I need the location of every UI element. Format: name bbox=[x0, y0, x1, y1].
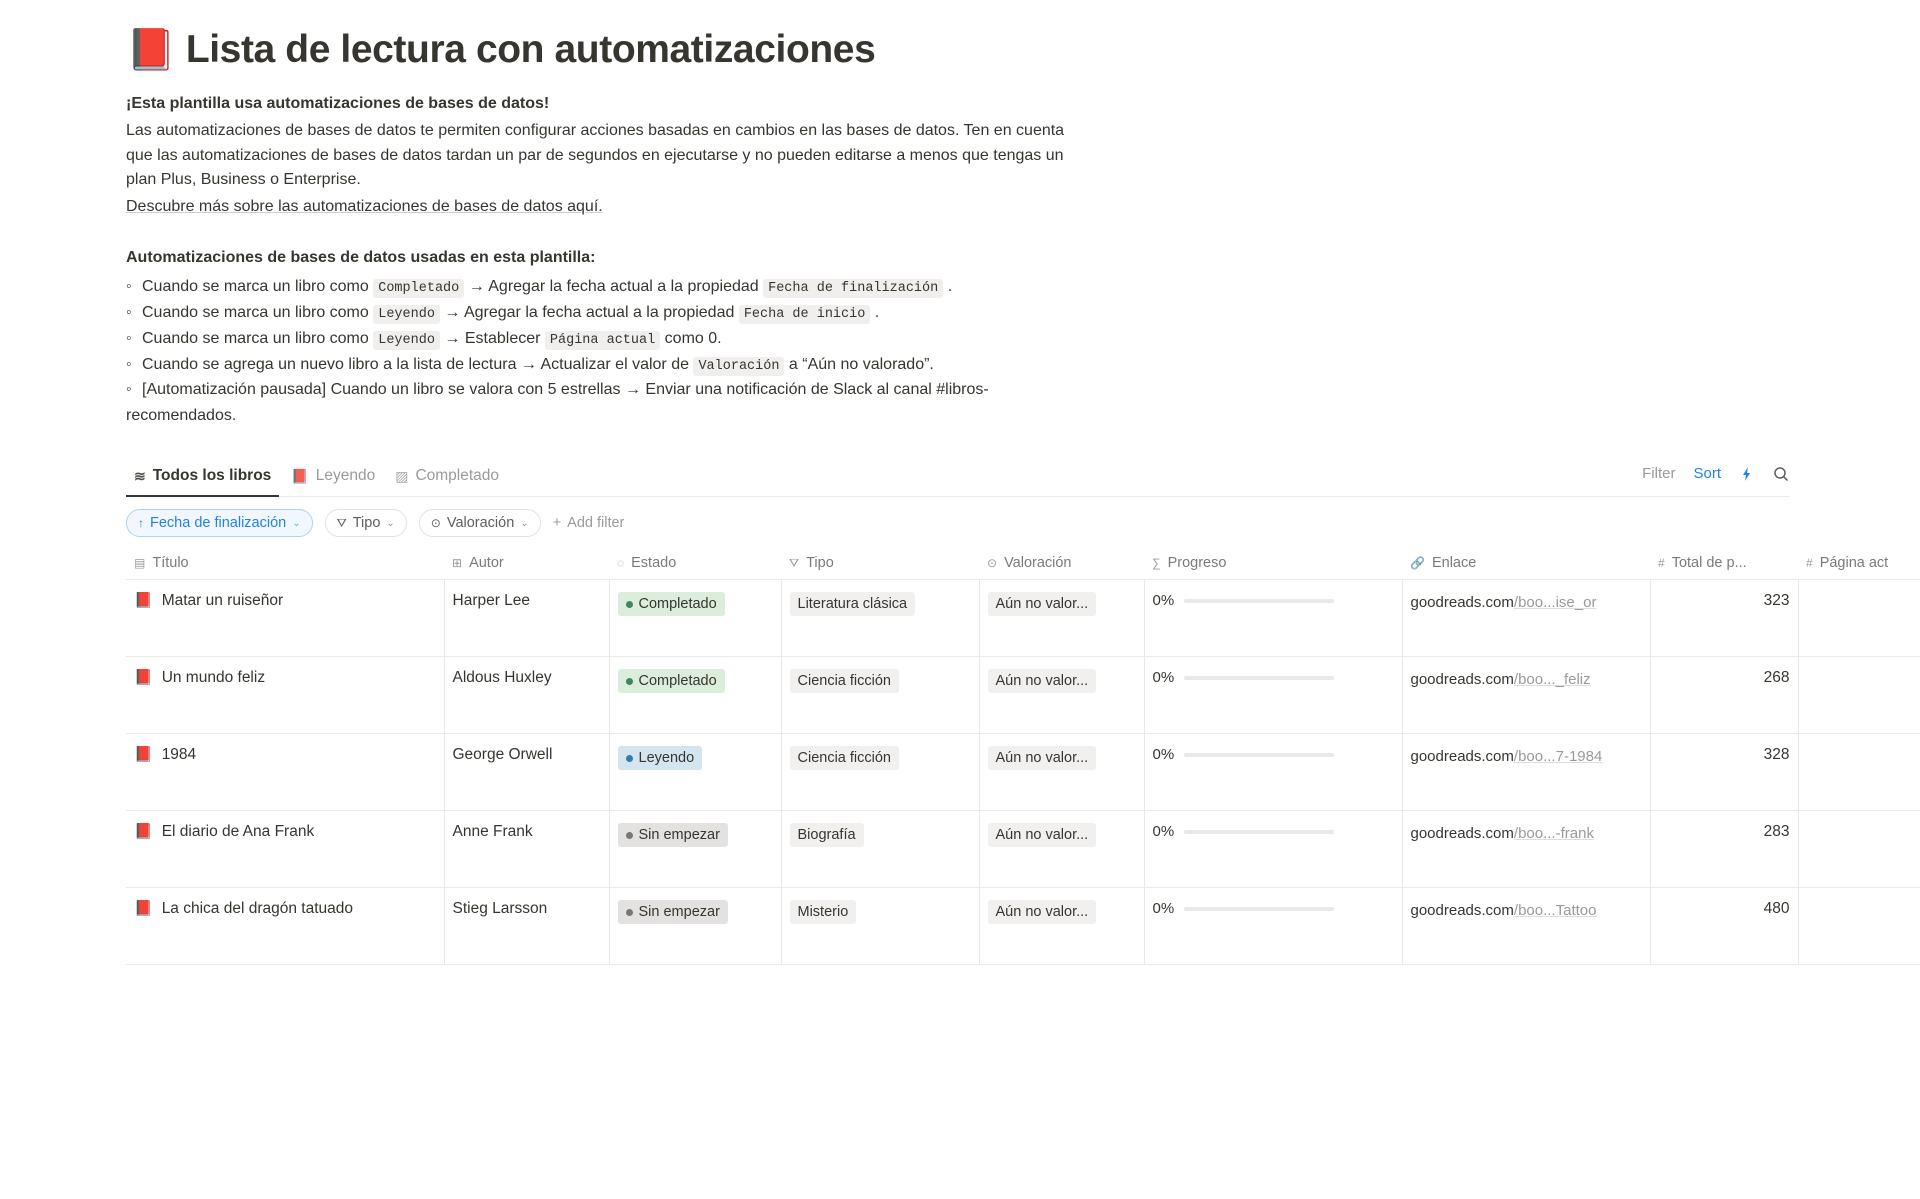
cell-progreso[interactable] bbox=[1144, 888, 1402, 965]
author-value: George Orwell bbox=[452, 746, 553, 764]
link-domain: goodreads.com bbox=[1410, 671, 1514, 689]
cell-pagina-actual[interactable] bbox=[1798, 888, 1920, 965]
layers-icon: ≋ bbox=[134, 468, 146, 485]
cell-enlace[interactable] bbox=[1402, 580, 1650, 657]
book-page-icon: 📕 bbox=[134, 669, 153, 687]
total-pages-value: 328 bbox=[1763, 746, 1790, 764]
property-chip: Leyendo bbox=[373, 331, 440, 350]
link-domain: goodreads.com bbox=[1410, 748, 1514, 766]
cell-titulo[interactable] bbox=[126, 811, 444, 888]
cell-estado[interactable] bbox=[609, 657, 781, 734]
lightning-icon[interactable] bbox=[1739, 466, 1755, 482]
link-path: /boo...7-1984 bbox=[1513, 748, 1603, 766]
property-chip: Fecha de inicio bbox=[739, 305, 871, 324]
database-tabs bbox=[126, 459, 507, 496]
plus-icon: + bbox=[552, 515, 562, 532]
status-badge bbox=[618, 823, 728, 847]
cell-estado[interactable] bbox=[609, 811, 781, 888]
tab-completado[interactable] bbox=[387, 459, 507, 497]
bullet-icon: ◦ bbox=[126, 381, 132, 399]
table-header-row bbox=[126, 549, 1920, 580]
total-pages-value: 323 bbox=[1763, 592, 1790, 610]
cell-pagina-actual[interactable] bbox=[1798, 657, 1920, 734]
link-path: /boo..._feliz bbox=[1513, 671, 1591, 689]
link-path: /boo...ise_or bbox=[1513, 594, 1597, 612]
column-header-label: Página act bbox=[1819, 555, 1889, 572]
cell-autor[interactable] bbox=[444, 888, 609, 965]
cell-tipo[interactable] bbox=[781, 888, 979, 965]
tab-label: Leyendo bbox=[315, 467, 376, 485]
table-row[interactable] bbox=[126, 580, 1920, 657]
link-icon: 🔗 bbox=[1410, 556, 1425, 571]
column-header-enlace[interactable] bbox=[1402, 549, 1650, 580]
filter-chip-label: Fecha de finalización bbox=[150, 515, 287, 532]
rating-label: Aún no valor... bbox=[995, 596, 1089, 613]
automation-text: . bbox=[943, 277, 953, 295]
status-dot-icon bbox=[626, 678, 633, 685]
filter-chip-label: Valoración bbox=[446, 515, 515, 532]
author-value: Aldous Huxley bbox=[452, 669, 552, 687]
cell-progreso[interactable] bbox=[1144, 657, 1402, 734]
status-label: Sin empezar bbox=[638, 827, 720, 844]
type-badge bbox=[790, 592, 916, 616]
automation-text: → Agregar la fecha actual a la propiedad bbox=[464, 277, 764, 295]
cell-autor[interactable] bbox=[444, 811, 609, 888]
multiselect-icon: ⛛ bbox=[336, 515, 347, 530]
tab-leyendo[interactable] bbox=[283, 459, 383, 497]
progress-value: 0% bbox=[1152, 746, 1175, 764]
automation-text: Cuando se agrega un nuevo libro a la lista de lectura → Actualizar el valor de bbox=[142, 355, 694, 373]
link-value[interactable] bbox=[1411, 669, 1642, 691]
table-row[interactable] bbox=[126, 734, 1920, 811]
page-title-row bbox=[126, 28, 1920, 72]
column-header-estado[interactable] bbox=[609, 549, 781, 580]
column-header-label: Total de p... bbox=[1671, 555, 1747, 572]
automations-heading: Automatizaciones de bases de datos usadas en esta plantilla: bbox=[126, 248, 596, 266]
book-emoji-icon: 📕 bbox=[126, 28, 176, 72]
cell-progreso[interactable] bbox=[1144, 811, 1402, 888]
rating-badge bbox=[988, 746, 1097, 770]
text-icon: ⊞ bbox=[452, 556, 463, 571]
tab-label: Completado bbox=[415, 467, 500, 485]
automation-text: . bbox=[870, 303, 880, 321]
cell-total-paginas[interactable] bbox=[1650, 580, 1798, 657]
rating-badge bbox=[988, 669, 1097, 693]
status-label: Completado bbox=[638, 673, 717, 690]
intro-block bbox=[126, 92, 1081, 429]
link-value[interactable] bbox=[1411, 900, 1642, 922]
chevron-down-icon: ⌄ bbox=[386, 517, 395, 529]
author-value: Stieg Larsson bbox=[452, 900, 548, 918]
column-header-label: Autor bbox=[469, 555, 504, 572]
cell-valoracion[interactable] bbox=[979, 888, 1144, 965]
bullet-icon: ◦ bbox=[126, 355, 132, 373]
bullet-icon: ◦ bbox=[126, 329, 132, 347]
property-chip: Completado bbox=[373, 279, 464, 298]
progress-value: 0% bbox=[1152, 823, 1175, 841]
author-value: Anne Frank bbox=[452, 823, 533, 841]
rating-label: Aún no valor... bbox=[995, 827, 1089, 844]
book-title: La chica del dragón tatuado bbox=[161, 900, 354, 918]
sort-button[interactable]: Sort bbox=[1693, 465, 1721, 483]
progress-value: 0% bbox=[1152, 592, 1175, 610]
cell-enlace[interactable] bbox=[1402, 811, 1650, 888]
cell-progreso[interactable] bbox=[1144, 580, 1402, 657]
status-badge bbox=[618, 900, 728, 924]
progress-bar bbox=[1184, 830, 1334, 834]
type-label: Biografía bbox=[797, 827, 856, 844]
link-value[interactable] bbox=[1411, 746, 1642, 768]
progress-bar bbox=[1184, 599, 1334, 603]
filter-chip-fecha-de-finalización[interactable] bbox=[126, 509, 313, 537]
automation-text: Cuando se marca un libro como bbox=[142, 303, 374, 321]
automations-list bbox=[126, 274, 1081, 429]
status-dot-icon bbox=[626, 601, 633, 608]
progress-value: 0% bbox=[1152, 669, 1175, 687]
column-header-label: Título bbox=[152, 555, 189, 572]
rating-badge bbox=[988, 592, 1097, 616]
cell-estado[interactable] bbox=[609, 580, 781, 657]
cell-pagina-actual[interactable] bbox=[1798, 580, 1920, 657]
column-header-p-gina-act[interactable] bbox=[1798, 549, 1920, 580]
type-label: Literatura clásica bbox=[797, 596, 908, 613]
cell-enlace[interactable] bbox=[1402, 734, 1650, 811]
cell-autor[interactable] bbox=[444, 734, 609, 811]
cell-enlace[interactable] bbox=[1402, 888, 1650, 965]
cell-estado[interactable] bbox=[609, 888, 781, 965]
column-header-total-de-p-[interactable] bbox=[1650, 549, 1798, 580]
cell-total-paginas[interactable] bbox=[1650, 811, 1798, 888]
progress-bar bbox=[1184, 907, 1334, 911]
book-page-icon: 📕 bbox=[134, 592, 153, 610]
automation-text: → Agregar la fecha actual a la propiedad bbox=[439, 303, 739, 321]
book-title: El diario de Ana Frank bbox=[161, 823, 315, 841]
automation-text: → Establecer bbox=[439, 329, 545, 347]
book-page-icon: 📕 bbox=[134, 823, 153, 841]
number-icon: # bbox=[1806, 556, 1813, 571]
multiselect-icon: ⛛ bbox=[789, 555, 800, 570]
automation-item bbox=[126, 377, 1081, 429]
status-label: Completado bbox=[638, 596, 717, 613]
table-body bbox=[126, 580, 1920, 965]
link-value[interactable] bbox=[1411, 823, 1642, 845]
column-header-label: Estado bbox=[631, 555, 677, 572]
status-label: Sin empezar bbox=[638, 904, 720, 921]
bullet-icon: ◦ bbox=[126, 277, 132, 295]
link-domain: goodreads.com bbox=[1410, 594, 1514, 612]
cell-tipo[interactable] bbox=[781, 657, 979, 734]
cell-autor[interactable] bbox=[444, 657, 609, 734]
tab-label: Todos los libros bbox=[152, 467, 272, 485]
filter-chip-label: Tipo bbox=[352, 515, 381, 532]
cell-titulo[interactable] bbox=[126, 657, 444, 734]
type-badge bbox=[790, 900, 857, 924]
rating-label: Aún no valor... bbox=[995, 904, 1089, 921]
cell-titulo[interactable] bbox=[126, 888, 444, 965]
add-filter-button[interactable] bbox=[553, 515, 625, 531]
cell-valoracion[interactable] bbox=[979, 811, 1144, 888]
book-page-icon: 📕 bbox=[134, 900, 153, 918]
column-header-progreso[interactable] bbox=[1144, 549, 1402, 580]
link-domain: goodreads.com bbox=[1410, 902, 1514, 920]
automation-text: Cuando se marca un libro como bbox=[142, 277, 374, 295]
formula-icon: ∑ bbox=[1152, 556, 1161, 571]
table-row[interactable] bbox=[126, 811, 1920, 888]
intro-lead: ¡Esta plantilla usa automatizaciones de bases de datos! bbox=[126, 95, 550, 112]
status-icon: ◌ bbox=[617, 556, 625, 571]
add-filter-label: Add filter bbox=[567, 515, 625, 532]
column-header-tipo[interactable] bbox=[781, 549, 979, 580]
type-badge bbox=[790, 746, 900, 770]
book-title: 1984 bbox=[161, 746, 197, 764]
property-chip: Valoración bbox=[693, 357, 784, 376]
rating-label: Aún no valor... bbox=[995, 750, 1089, 767]
cell-tipo[interactable] bbox=[781, 580, 979, 657]
type-label: Ciencia ficción bbox=[797, 673, 891, 690]
chevron-down-icon: ⌄ bbox=[520, 517, 529, 529]
books-table bbox=[126, 549, 1920, 965]
link-value[interactable] bbox=[1411, 592, 1642, 614]
property-chip: Leyendo bbox=[373, 305, 440, 324]
filter-button[interactable]: Filter bbox=[1642, 465, 1676, 483]
book-page-icon: 📕 bbox=[134, 746, 153, 764]
type-label: Ciencia ficción bbox=[797, 750, 891, 767]
total-pages-value: 268 bbox=[1763, 669, 1790, 687]
title-icon: ▤ bbox=[134, 556, 146, 571]
status-dot-icon bbox=[626, 755, 633, 762]
automation-item bbox=[126, 352, 1081, 378]
cell-tipo[interactable] bbox=[781, 811, 979, 888]
cell-valoracion[interactable] bbox=[979, 580, 1144, 657]
cell-pagina-actual[interactable] bbox=[1798, 734, 1920, 811]
chevron-down-icon: ⌄ bbox=[292, 517, 301, 529]
book-title: Un mundo feliz bbox=[161, 669, 266, 687]
table-row[interactable] bbox=[126, 888, 1920, 965]
progress-value: 0% bbox=[1152, 900, 1175, 918]
filters-row bbox=[126, 497, 1920, 549]
select-icon: ⊙ bbox=[987, 556, 998, 571]
status-label: Leyendo bbox=[638, 750, 695, 767]
table-row[interactable] bbox=[126, 657, 1920, 734]
filter-chips bbox=[126, 509, 541, 537]
column-header-valoraci-n[interactable] bbox=[979, 549, 1144, 580]
database-tabs-row bbox=[126, 459, 1789, 497]
status-badge bbox=[618, 746, 703, 770]
property-chip: Página actual bbox=[545, 331, 660, 350]
column-header-label: Enlace bbox=[1431, 555, 1477, 572]
cell-progreso[interactable] bbox=[1144, 734, 1402, 811]
automation-item bbox=[126, 300, 1081, 326]
cell-autor[interactable] bbox=[444, 580, 609, 657]
automation-text: [Automatización pausada] Cuando un libro se valora con 5 estrellas → Enviar una notificación de Slack al canal #libros-recomendados. bbox=[126, 381, 989, 425]
status-dot-icon bbox=[626, 832, 633, 839]
rating-label: Aún no valor... bbox=[995, 673, 1089, 690]
automation-item bbox=[126, 326, 1081, 352]
status-badge bbox=[618, 669, 725, 693]
status-dot-icon bbox=[626, 909, 633, 916]
cell-estado[interactable] bbox=[609, 734, 781, 811]
property-chip: Fecha de finalización bbox=[763, 279, 943, 298]
automation-text: a “Aún no valorado”. bbox=[784, 355, 934, 373]
cell-total-paginas[interactable] bbox=[1650, 657, 1798, 734]
rating-badge bbox=[988, 900, 1097, 924]
status-badge bbox=[618, 592, 725, 616]
cell-valoracion[interactable] bbox=[979, 734, 1144, 811]
type-label: Misterio bbox=[797, 904, 849, 921]
cell-pagina-actual[interactable] bbox=[1798, 811, 1920, 888]
gallery-icon: ▨ bbox=[395, 468, 409, 485]
cell-valoracion[interactable] bbox=[979, 657, 1144, 734]
book-icon: 📕 bbox=[291, 468, 309, 485]
automation-text: como 0. bbox=[660, 329, 722, 347]
book-title: Matar un ruiseñor bbox=[161, 592, 284, 610]
total-pages-value: 283 bbox=[1763, 823, 1790, 841]
automation-item bbox=[126, 274, 1081, 300]
type-badge bbox=[790, 669, 900, 693]
progress-bar bbox=[1184, 753, 1334, 757]
cell-tipo[interactable] bbox=[781, 734, 979, 811]
column-header-label: Progreso bbox=[1167, 555, 1227, 572]
tab-todos-los-libros[interactable] bbox=[126, 459, 279, 497]
column-header-t-tulo[interactable] bbox=[126, 549, 444, 580]
database-block bbox=[126, 459, 1920, 965]
intro-paragraph: Las automatizaciones de bases de datos te permiten configurar acciones basadas en cambios en las bases de datos. Ten en cuenta que las automatizaciones de bases de datos tardan un par de segundos en ejecutarse y no pueden editarse a menos que tengas un plan Plus, Business o Enterprise. bbox=[126, 121, 1065, 189]
learn-more-link[interactable]: Descubre más sobre las automatizaciones de bases de datos aquí. bbox=[126, 198, 603, 216]
column-header-label: Tipo bbox=[806, 555, 834, 572]
cell-enlace[interactable] bbox=[1402, 657, 1650, 734]
column-header-label: Valoración bbox=[1004, 555, 1072, 572]
number-icon: # bbox=[1658, 556, 1665, 571]
sort-asc-icon: ↑ bbox=[138, 516, 144, 531]
rating-badge bbox=[988, 823, 1097, 847]
total-pages-value: 480 bbox=[1763, 900, 1790, 918]
cell-titulo[interactable] bbox=[126, 734, 444, 811]
cell-total-paginas[interactable] bbox=[1650, 734, 1798, 811]
bullet-icon: ◦ bbox=[126, 303, 132, 321]
search-icon[interactable] bbox=[1773, 466, 1789, 482]
column-header-autor[interactable] bbox=[444, 549, 609, 580]
link-domain: goodreads.com bbox=[1410, 825, 1514, 843]
cell-total-paginas[interactable] bbox=[1650, 888, 1798, 965]
database-toolbar bbox=[1642, 465, 1789, 490]
link-path: /boo...-frank bbox=[1513, 825, 1594, 843]
author-value: Harper Lee bbox=[452, 592, 531, 610]
filter-chip-tipo[interactable] bbox=[325, 509, 407, 537]
select-icon: ⊙ bbox=[430, 516, 441, 531]
page-title: Lista de lectura con automatizaciones bbox=[185, 28, 876, 71]
type-badge bbox=[790, 823, 864, 847]
progress-bar bbox=[1184, 676, 1334, 680]
automation-text: Cuando se marca un libro como bbox=[142, 329, 374, 347]
filter-chip-valoración[interactable] bbox=[419, 509, 541, 537]
cell-titulo[interactable] bbox=[126, 580, 444, 657]
link-path: /boo...Tattoo bbox=[1513, 902, 1597, 920]
